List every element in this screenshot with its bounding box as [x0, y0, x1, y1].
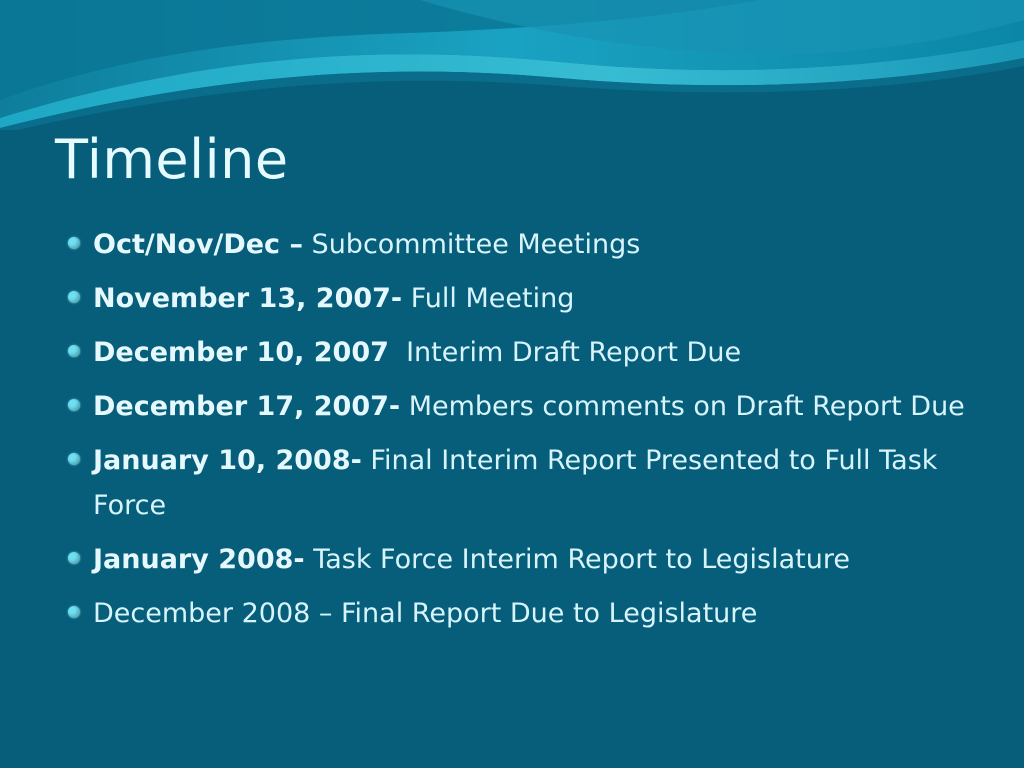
bullet-icon: [68, 606, 80, 618]
bullet-icon: [68, 399, 80, 411]
list-item: [68, 537, 968, 582]
bullet-date: December 10, 2007: [93, 337, 389, 368]
bullet-text: Task Force Interim Report to Legislature: [304, 544, 850, 575]
bullet-date: November 13, 2007-: [93, 283, 403, 314]
bullet-text: Final Interim Report Presented to Full Task Force: [93, 445, 938, 521]
bullet-icon: [68, 291, 80, 303]
bullet-text: Interim Draft Report Due: [388, 337, 742, 368]
list-item: [68, 222, 968, 267]
bullet-date: Oct/Nov/Dec –: [93, 229, 303, 260]
list-item: [68, 276, 968, 321]
bullet-icon: [68, 453, 80, 465]
bullet-icon: [68, 345, 80, 357]
bullet-date: January 10, 2008-: [93, 445, 362, 476]
bullet-icon: [68, 237, 80, 249]
list-item: [68, 330, 968, 375]
bullet-text: Members comments on Draft Report Due: [400, 391, 965, 422]
header-wave-decoration: [0, 0, 1024, 130]
bullet-date: December 17, 2007-: [93, 391, 401, 422]
list-item: [68, 591, 968, 636]
bullet-text: Full Meeting: [402, 283, 575, 314]
bullet-date: January 2008-: [93, 544, 305, 575]
bullet-text: Subcommittee Meetings: [302, 229, 641, 260]
list-item: [68, 438, 968, 528]
slide-title: Timeline: [55, 128, 289, 191]
list-item: [68, 384, 968, 429]
timeline-list: [68, 222, 968, 645]
bullet-icon: [68, 552, 80, 564]
bullet-text: December 2008 – Final Report Due to Legislature: [93, 598, 758, 629]
